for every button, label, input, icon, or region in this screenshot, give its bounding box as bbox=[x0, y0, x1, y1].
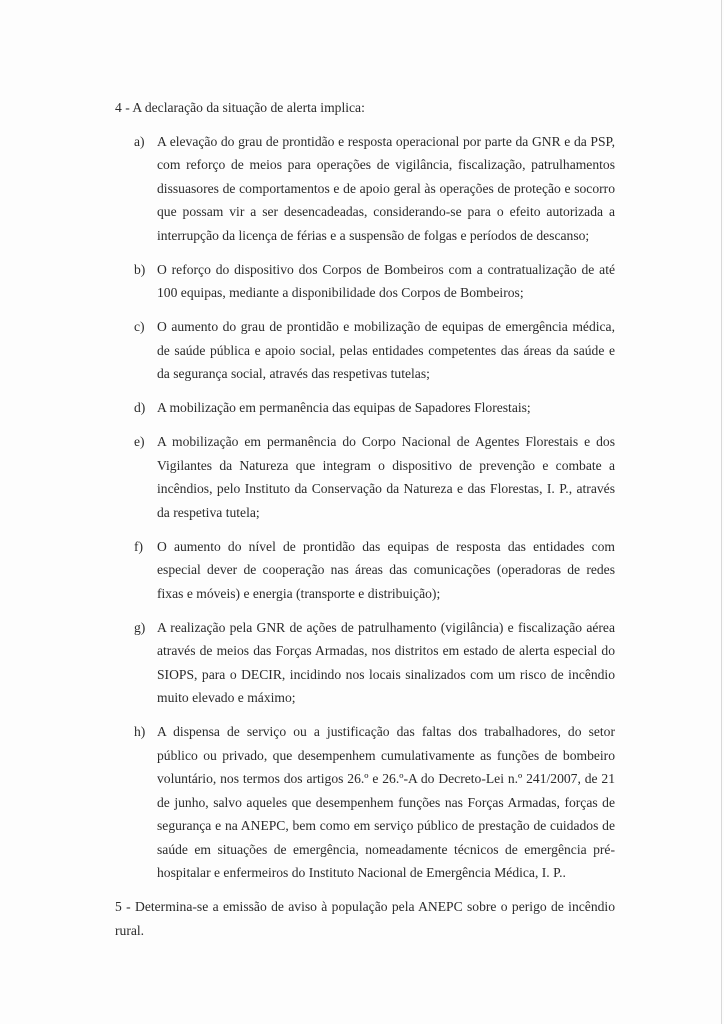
list-item-text: A dispensa de serviço ou a justificação das faltas dos trabalhadores, do setor público ou privado, que desempenhem cumulativamente as funções de bombeiro voluntário, nos termos dos artigos 26.º e 26.º-A do Decreto-Lei n.º 241/2007, de 21 de junho, salvo aqueles que desempenhem funções nas Forças Armadas, forças de segurança e na ANEPC, bem como em serviço público de prestação de cuidados de saúde em situações de emergência, nomeadamente técnicos de emergência pré-hospitalar e enfermeiros do Instituto Nacional de Emergência Médica, I. P.. bbox=[157, 724, 615, 880]
list-item-text: A elevação do grau de prontidão e resposta operacional por parte da GNR e da PSP, com reforço de meios para operações de vigilância, fiscalização, patrulhamentos dissuasores de comportamentos e de apoio geral às operações de proteção e socorro que possam vir a ser desencadeadas, considerando-se para o efeito autorizada a interrupção da licença de férias e a suspensão de folgas e períodos de descanso; bbox=[157, 133, 615, 243]
list-item-marker: g) bbox=[134, 619, 146, 635]
list-item-text: A realização pela GNR de ações de patrulhamento (vigilância) e fiscalização aérea através de meios das Forças Armadas, nos distritos em estado de alerta especial do SIOPS, para o DECIR, incidindo nos locais sinalizados com um risco de incêndio muito elevado e máximo; bbox=[157, 619, 615, 705]
list-item-marker: h) bbox=[134, 724, 146, 739]
list-item-marker: b) bbox=[134, 261, 146, 277]
list-item-marker: f) bbox=[134, 538, 144, 554]
list-item-text: O reforço do dispositivo dos Corpos de Bombeiros com a contratualização de até 100 equipas, mediante a disponibilidade dos Corpos de Bombeiros; bbox=[157, 261, 615, 300]
list-item-a bbox=[115, 130, 615, 248]
list-item-e bbox=[115, 430, 615, 524]
list-item-d bbox=[115, 396, 615, 420]
list-item-text: O aumento do grau de prontidão e mobilização de equipas de emergência médica, de saúde pública e apoio social, pelas entidades competentes das áreas da saúde e da segurança social, através das respetivas tutelas; bbox=[157, 319, 615, 381]
list-item-text: A mobilização em permanência do Corpo Nacional de Agentes Florestais e dos Vigilantes da Natureza que integram o dispositivo de prevenção e combate a incêndios, pelo Instituto da Conservação da Natureza e das Florestas, I. P., através da respetiva tutela; bbox=[157, 434, 615, 520]
list-item-h bbox=[115, 720, 615, 885]
list-item-marker: c) bbox=[134, 319, 145, 334]
list-item-f bbox=[115, 535, 615, 606]
list-item-c bbox=[115, 315, 615, 386]
section-4-heading: 4 - A declaração da situação de alerta implica: bbox=[115, 100, 365, 115]
list-item-text: A mobilização em permanência das equipas de Sapadores Florestais; bbox=[157, 400, 531, 415]
section-4-list bbox=[115, 130, 615, 885]
page-edge bbox=[721, 0, 722, 1024]
list-item-b bbox=[115, 258, 615, 305]
list-item-marker: d) bbox=[134, 400, 146, 415]
list-item-marker: e) bbox=[134, 434, 145, 449]
section-5-paragraph: 5 - Determina-se a emissão de aviso à população pela ANEPC sobre o perigo de incêndio rural. bbox=[115, 899, 615, 938]
document-body bbox=[115, 96, 615, 942]
list-item-g bbox=[115, 616, 615, 710]
list-item-marker: a) bbox=[134, 133, 145, 149]
list-item-text: O aumento do nível de prontidão das equipas de resposta das entidades com especial dever de cooperação nas áreas das comunicações (operadoras de redes fixas e móveis) e energia (transporte e distribuição); bbox=[157, 538, 615, 601]
